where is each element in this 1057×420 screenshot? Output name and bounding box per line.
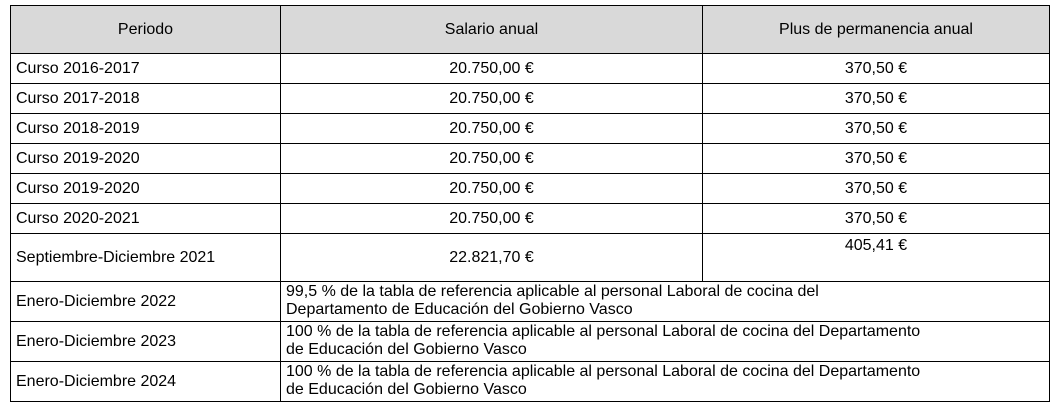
- plus-cell: 370,50 €: [703, 54, 1050, 84]
- period-cell: Curso 2019-2020: [11, 144, 281, 174]
- plus-cell: 370,50 €: [703, 174, 1050, 204]
- table-row: [11, 84, 1050, 114]
- header-plus: Plus de permanencia anual: [703, 6, 1050, 54]
- salary-table: [10, 5, 1050, 402]
- table-row: [11, 114, 1050, 144]
- reference-note-line: Departamento de Educación del Gobierno Vasco: [286, 301, 633, 318]
- table-row: [11, 322, 1050, 362]
- salary-cell: 20.750,00 €: [281, 204, 703, 234]
- salary-cell: 20.750,00 €: [281, 84, 703, 114]
- reference-note-line: de Educación del Gobierno Vasco: [286, 381, 527, 398]
- plus-cell: 370,50 €: [703, 114, 1050, 144]
- table-row: [11, 54, 1050, 84]
- salary-cell: 20.750,00 €: [281, 144, 703, 174]
- table-row: [11, 174, 1050, 204]
- period-cell: Septiembre-Diciembre 2021: [11, 234, 281, 282]
- plus-cell: 405,41 €: [703, 234, 1050, 282]
- period-cell: Curso 2019-2020: [11, 174, 281, 204]
- salary-cell: 20.750,00 €: [281, 174, 703, 204]
- period-cell: Enero-Diciembre 2024: [11, 362, 281, 402]
- period-cell: Curso 2018-2019: [11, 114, 281, 144]
- period-cell: Curso 2017-2018: [11, 84, 281, 114]
- table-row: [11, 204, 1050, 234]
- header-period: Periodo: [11, 6, 281, 54]
- period-cell: Curso 2020-2021: [11, 204, 281, 234]
- table-row: [11, 362, 1050, 402]
- salary-cell: 20.750,00 €: [281, 114, 703, 144]
- reference-note-line: 100 % de la tabla de referencia aplicable al personal Laboral de cocina del Departamento: [286, 363, 921, 380]
- salary-cell: 22.821,70 €: [281, 234, 703, 282]
- plus-cell: 370,50 €: [703, 204, 1050, 234]
- plus-cell: 370,50 €: [703, 84, 1050, 114]
- reference-note-cell: [281, 282, 1050, 322]
- period-cell: Enero-Diciembre 2023: [11, 322, 281, 362]
- plus-cell: 370,50 €: [703, 144, 1050, 174]
- table-row: [11, 282, 1050, 322]
- salary-cell: 20.750,00 €: [281, 54, 703, 84]
- period-cell: Enero-Diciembre 2022: [11, 282, 281, 322]
- header-row: [11, 6, 1050, 54]
- reference-note-cell: [281, 322, 1050, 362]
- header-salary: Salario anual: [281, 6, 703, 54]
- reference-note-line: 100 % de la tabla de referencia aplicable al personal Laboral de cocina del Departamento: [286, 323, 921, 340]
- reference-note-cell: [281, 362, 1050, 402]
- table-row: [11, 144, 1050, 174]
- table-row: [11, 234, 1050, 282]
- reference-note-line: de Educación del Gobierno Vasco: [286, 341, 527, 358]
- reference-note-line: 99,5 % de la tabla de referencia aplicable al personal Laboral de cocina del: [286, 283, 819, 300]
- period-cell: Curso 2016-2017: [11, 54, 281, 84]
